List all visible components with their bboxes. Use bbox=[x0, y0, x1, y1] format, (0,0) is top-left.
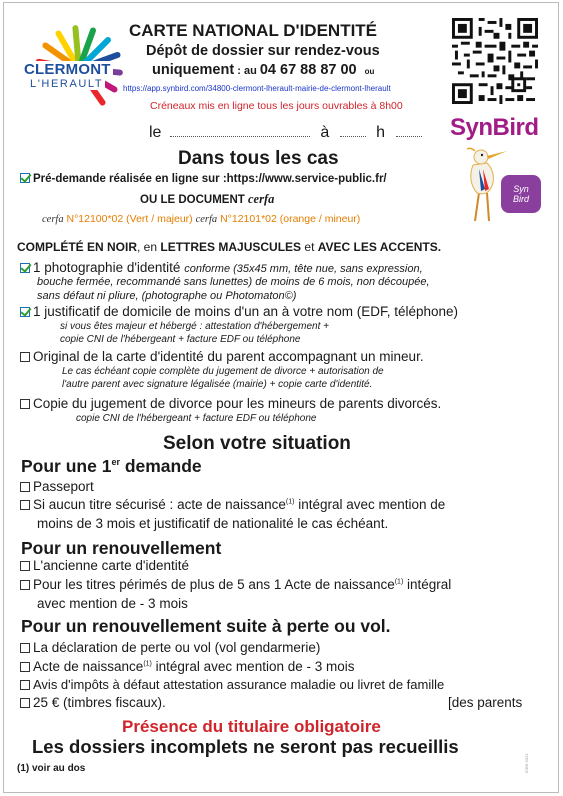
predemande-checkbox[interactable] bbox=[20, 173, 30, 183]
qr-code bbox=[452, 18, 538, 104]
print-reference: ICBH 2021 bbox=[524, 753, 529, 773]
synbird-badge-icon: Syn Bird bbox=[501, 175, 541, 213]
section-title-selon-situation: Selon votre situation bbox=[163, 433, 351, 454]
parent-checkbox[interactable] bbox=[20, 352, 30, 362]
complete-instruction: COMPLÉTÉ EN NOIR, en LETTRES MAJUSCULES et AVEC LES ACCENTS. bbox=[17, 240, 442, 254]
aucun-titre-checkbox[interactable] bbox=[20, 500, 30, 510]
photo-checkbox[interactable] bbox=[20, 263, 30, 273]
parent-sub-2: l'autre parent avec signature légalisée (mairie) + copie carte d'identité. bbox=[62, 379, 373, 390]
section-title-premiere-demande: Pour une 1er demande bbox=[21, 456, 202, 476]
declaration-checkbox[interactable] bbox=[20, 643, 30, 653]
des-parents-note: [des parents bbox=[448, 695, 523, 710]
titres-perimes-line-2: avec mention de - 3 mois bbox=[37, 596, 188, 611]
item-declaration: La déclaration de perte ou vol (vol gendarmerie) bbox=[20, 640, 320, 655]
footnote-voir-au-dos: (1) voir au dos bbox=[17, 763, 86, 774]
avis-impots-checkbox[interactable] bbox=[20, 680, 30, 690]
titres-perimes-checkbox[interactable] bbox=[20, 580, 30, 590]
synbird-brand: SynBird bbox=[450, 114, 539, 141]
cerfa-numbers-line: cerfa N°12100*02 (Vert / majeur) cerfa N°12101*02 (orange / mineur) bbox=[42, 213, 361, 225]
logo-text-clermont: CLERMONT bbox=[24, 61, 111, 78]
item-aucun-titre: Si aucun titre sécurisé : acte de naissance$^{(1)}$ intégral avec mention de bbox=[20, 497, 445, 512]
item-timbres: 25 € (timbres fiscaux). bbox=[20, 695, 166, 710]
section-title-renouvellement: Pour un renouvellement bbox=[21, 538, 222, 558]
item-ancienne-carte: L'ancienne carte d'identité bbox=[20, 558, 189, 573]
divorce-sub: copie CNI de l'hébergeant + facture EDF ou téléphone bbox=[76, 413, 317, 424]
subtitle-phone-line: uniquement : au 04 67 88 87 00 ou bbox=[152, 62, 375, 78]
divorce-checkbox[interactable] bbox=[20, 399, 30, 409]
aucun-titre-line-2: moins de 3 mois et justificatif de nationalité le cas échéant. bbox=[37, 516, 389, 531]
predemande-line: Pré-demande réalisée en ligne sur :https://www.service-public.fr/ bbox=[20, 173, 387, 185]
photo-detail-line-2: bouche fermée, recommandé sans lunettes) de moins de 6 mois, non découpée, bbox=[37, 276, 430, 288]
presence-obligatoire: Présence du titulaire obligatoire bbox=[122, 717, 381, 736]
clermont-logo bbox=[20, 21, 138, 111]
item-avis-impots: Avis d'impôts à défaut attestation assurance maladie ou livret de famille bbox=[20, 677, 444, 692]
item-passeport: Passeport bbox=[20, 479, 94, 494]
item-domicile: 1 justificatif de domicile de moins d'un an à votre nom (EDF, téléphone) bbox=[20, 304, 458, 319]
domicile-checkbox[interactable] bbox=[20, 307, 30, 317]
item-divorce: Copie du jugement de divorce pour les mineurs de parents divorcés. bbox=[20, 396, 441, 411]
domicile-sub-2: copie CNI de l'hébergeant + facture EDF ou téléphone bbox=[60, 334, 301, 345]
ancienne-carte-checkbox[interactable] bbox=[20, 561, 30, 571]
item-photo: 1 photographie d'identité conforme (35x45 mm, tête nue, sans expression, bbox=[20, 260, 423, 275]
dossiers-incomplets: Les dossiers incomplets ne seront pas recueillis bbox=[32, 736, 459, 757]
item-titres-perimes: Pour les titres périmés de plus de 5 ans 1 Acte de naissance$^{(1)}$ intégral bbox=[20, 577, 451, 592]
passeport-checkbox[interactable] bbox=[20, 482, 30, 492]
phone-number: 04 67 88 87 00 bbox=[259, 62, 357, 78]
creneaux-note: Créneaux mis en ligne tous les jours ouvrables à 8h00 bbox=[150, 100, 403, 112]
parent-sub-1: Le cas échéant copie complète du jugement de divorce + autorisation de bbox=[62, 366, 384, 377]
logo-text-lherault: L'HERAULT bbox=[30, 78, 104, 90]
section-title-perte-vol: Pour un renouvellement suite à perte ou vol. bbox=[21, 616, 391, 636]
item-parent: Original de la carte d'identité du parent accompagnant un mineur. bbox=[20, 349, 424, 364]
domicile-sub-1: si vous êtes majeur et hébergé : attestation d'hébergement + bbox=[60, 321, 330, 332]
appointment-line: le à h bbox=[149, 124, 422, 142]
subtitle-rendez-vous: Dépôt de dossier sur rendez-vous bbox=[146, 43, 380, 59]
photo-detail-line-3: sans défaut ni pliure, (photographe ou Photomaton©) bbox=[37, 290, 297, 302]
document-title: CARTE NATIONAL D'IDENTITÉ bbox=[129, 21, 378, 40]
timbres-checkbox[interactable] bbox=[20, 698, 30, 708]
document-page bbox=[3, 2, 559, 793]
item-acte-naissance: Acte de naissance$^{(1)}$ intégral avec mention de - 3 mois bbox=[20, 659, 355, 674]
ou-le-document-line: OU LE DOCUMENT cerfa bbox=[140, 192, 275, 206]
section-title-dans-tous-les-cas: Dans tous les cas bbox=[178, 148, 339, 169]
acte-naissance-checkbox[interactable] bbox=[20, 662, 30, 672]
synbird-link[interactable]: https://app.synbird.com/34800-clermont-lherault-mairie-de-clermont-lherault bbox=[123, 84, 391, 93]
